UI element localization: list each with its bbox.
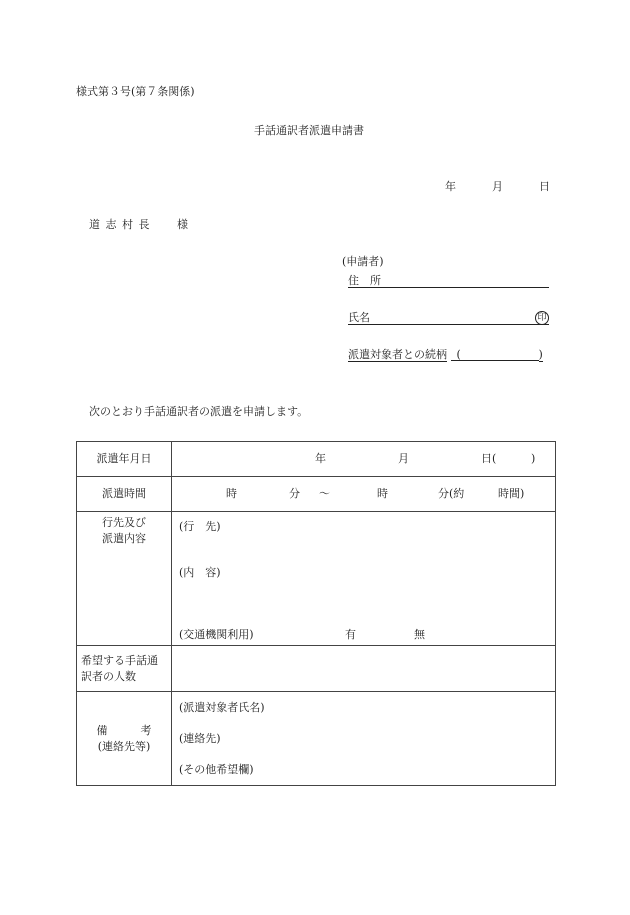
date-day-label: 日 — [539, 180, 550, 193]
contact-label: (連絡先) — [179, 732, 221, 745]
name-field[interactable] — [348, 312, 549, 325]
remarks-label-line1: 備 考 — [96, 723, 152, 737]
addressee-name: 道 志 村 長 — [89, 218, 151, 231]
addressee-honorific: 様 — [177, 218, 188, 231]
destination-label — [77, 512, 172, 646]
relation-field[interactable] — [348, 349, 543, 361]
transport-label: (交通機関利用) — [179, 628, 254, 641]
relation-open-paren: ( — [456, 348, 461, 361]
dispatch-year-label: 年 — [315, 452, 326, 465]
relation-close-paren: ) — [538, 348, 543, 361]
dispatch-date-value[interactable] — [172, 442, 556, 477]
intro-text: 次のとおり手話通訳者の派遣を申請します。 — [89, 405, 309, 418]
remarks-label — [77, 692, 172, 786]
date-month-label: 月 — [492, 180, 503, 193]
row-dispatch-date — [77, 442, 556, 477]
dispatch-date-label: 派遣年月日 — [77, 442, 172, 477]
transport-yes[interactable]: 有 — [345, 628, 356, 641]
dispatch-time-label: 派遣時間 — [77, 477, 172, 512]
applicant-heading: (申請者) — [342, 255, 384, 268]
interpreter-count-value[interactable] — [172, 646, 556, 692]
transport-no[interactable]: 無 — [414, 628, 425, 641]
row-remarks — [77, 692, 556, 786]
target-name-label: (派遣対象者氏名) — [179, 701, 265, 714]
start-minute-label: 分 — [289, 487, 300, 500]
date-year-label: 年 — [445, 180, 456, 193]
address-label: 住 所 — [348, 274, 381, 287]
duration-label: 時間) — [498, 487, 525, 500]
address-field[interactable] — [348, 275, 549, 288]
remarks-label-line2: (連絡先等) — [97, 739, 151, 753]
destination-value[interactable] — [172, 512, 556, 646]
name-label: 氏名 — [348, 311, 370, 324]
dispatch-month-label: 月 — [398, 452, 409, 465]
interpreter-count-label-line2: 訳者の人数 — [81, 669, 136, 683]
end-hour-label: 時 — [377, 487, 388, 500]
form-number: 様式第３号(第７条関係) — [76, 85, 195, 98]
row-dispatch-time — [77, 477, 556, 512]
application-table — [76, 441, 556, 786]
end-minute-label: 分(約 — [438, 487, 465, 500]
interpreter-count-label-line1: 希望する手話通 — [81, 653, 158, 667]
remarks-value[interactable] — [172, 692, 556, 786]
seal-icon: 印 — [535, 311, 549, 325]
dispatch-day-close: ) — [531, 452, 536, 465]
start-hour-label: 時 — [226, 487, 237, 500]
destination-label-line1: 行先及び — [102, 516, 146, 529]
destination-label-line2: 派遣内容 — [102, 531, 146, 545]
row-interpreter-count — [77, 646, 556, 692]
dispatch-time-value[interactable] — [172, 477, 556, 512]
interpreter-count-label — [77, 646, 172, 692]
time-range-tilde: ～ — [319, 487, 330, 500]
destination-content-label: (内 容) — [179, 566, 221, 579]
dispatch-day-label: 日( — [481, 452, 497, 465]
relation-label: 派遣対象者との続柄 — [348, 348, 447, 361]
row-destination — [77, 512, 556, 646]
destination-place-label: (行 先) — [179, 520, 221, 533]
other-requests-label: (その他希望欄) — [179, 763, 254, 776]
form-title: 手話通訳者派遣申請書 — [254, 124, 364, 137]
